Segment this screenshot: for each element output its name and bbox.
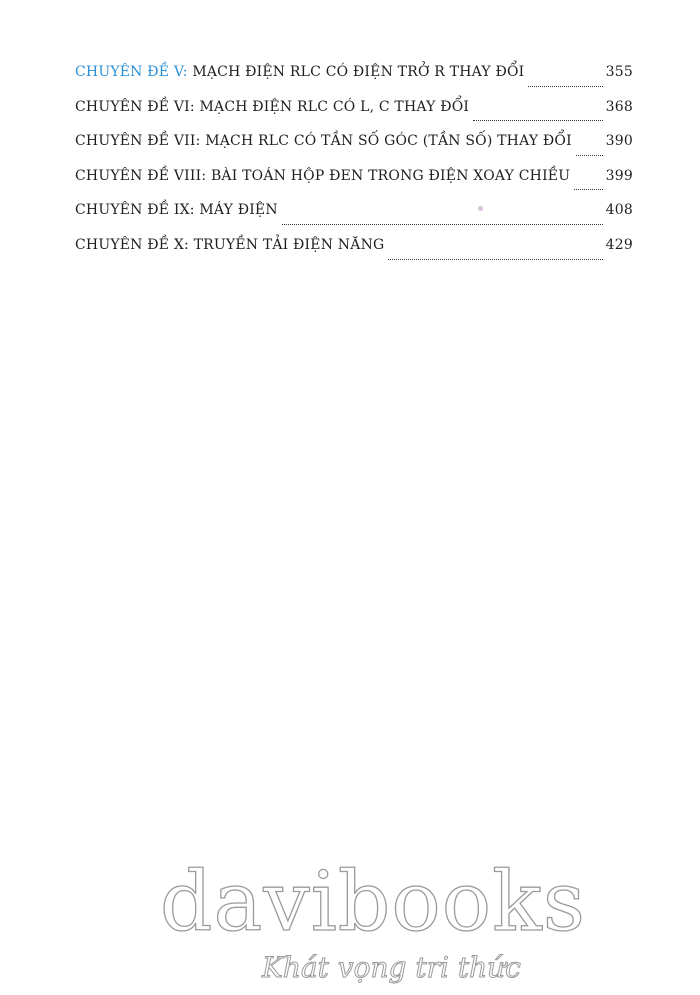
toc-entry-vi[interactable] [75, 99, 633, 134]
toc-entry-page: 399 [605, 167, 633, 184]
dot-leader [473, 120, 603, 121]
toc-entry-title: MẠCH RLC CÓ TẦN SỐ GÓC (TẦN SỐ) THAY ĐỔI [205, 133, 572, 150]
toc-entry-title: TRUYỀN TẢI ĐIỆN NĂNG [193, 236, 385, 253]
toc-entry-page: 429 [605, 236, 633, 253]
toc-entry-x[interactable] [75, 237, 633, 272]
dot-leader [576, 155, 603, 156]
toc-entry-title: MẠCH ĐIỆN RLC CÓ L, C THAY ĐỔI [199, 98, 470, 115]
dot-leader [282, 224, 603, 225]
toc-entry-prefix: CHUYÊN ĐỀ X: [75, 236, 189, 253]
toc-entry-prefix: CHUYÊN ĐỀ VI: [75, 98, 195, 115]
dot-leader [388, 259, 602, 260]
table-of-contents [75, 64, 633, 272]
toc-entry-prefix: CHUYÊN ĐỀ V: [75, 64, 188, 80]
toc-entry-prefix: CHUYÊN ĐỀ VII: [75, 133, 201, 150]
toc-entry-ix[interactable] [75, 202, 633, 237]
toc-entry-vii[interactable] [75, 133, 633, 168]
toc-entry-prefix: CHUYÊN ĐỀ IX: [75, 202, 195, 219]
publisher-logo [160, 855, 586, 995]
toc-entry-page: 355 [605, 64, 633, 80]
toc-entry-page: 408 [605, 202, 633, 219]
ink-speck [478, 206, 483, 211]
toc-entry-v[interactable] [75, 64, 633, 99]
toc-entry-title: MÁY ĐIỆN [199, 202, 278, 219]
toc-entry-prefix: CHUYÊN ĐỀ VIII: [75, 167, 207, 184]
dot-leader [528, 86, 602, 87]
toc-entry-viii[interactable] [75, 168, 633, 203]
brand-tagline: Khát vọng tri thức [262, 951, 521, 984]
toc-entry-title: MẠCH ĐIỆN RLC CÓ ĐIỆN TRỞ R THAY ĐỔI [192, 64, 525, 80]
toc-entry-title: BÀI TOÁN HỘP ĐEN TRONG ĐIỆN XOAY CHIỀU [210, 167, 571, 184]
dot-leader [574, 189, 602, 190]
toc-entry-page: 390 [605, 133, 633, 150]
toc-entry-page: 368 [605, 98, 633, 115]
brand-name: davibooks [160, 855, 586, 950]
